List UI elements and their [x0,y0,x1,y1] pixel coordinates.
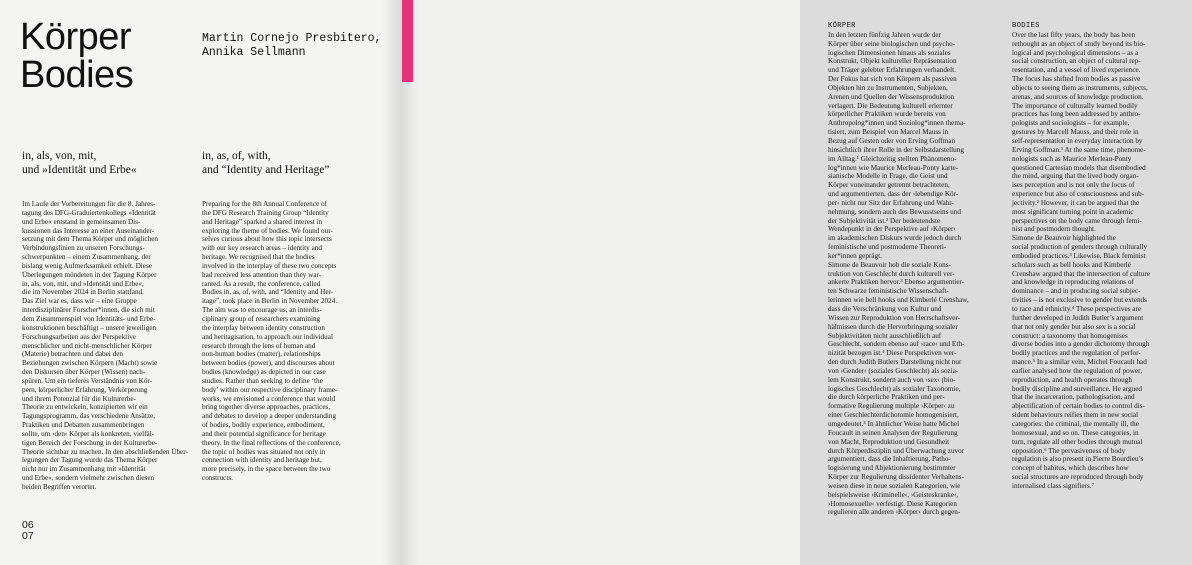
text-line: categories: the criminal, the mentally ill, the [1012,419,1139,428]
text-line: Preparing for the 8th Annual Conference of [202,200,327,208]
text-line: arenas, and sources of knowledge production. [1012,92,1144,101]
koerper-german-column [828,22,1000,517]
text-line: that the incarceration, pathologisation, and [1012,393,1135,402]
text-line: Objekten hin zu Instrumenten, Subjekten, [828,83,948,92]
text-line: und ihrem Potenzial für die Kulturerbe- [22,394,136,403]
author-line: Annika Sellmann [202,46,306,59]
text-line: Im Laufe der Vorbereitungen für die 8. Jahres- [22,200,156,208]
text-line: lem Konstrukt, sondern auch von ›sex‹ (bio- [828,375,956,384]
text-line: ker*innen geprägt. [828,251,882,260]
text-line: logisierung und Abjektionierung bestimmter [828,464,956,473]
text-line: works, we envisioned a conference that would [202,394,336,403]
text-line: dominance – and in producing social subjec- [1012,287,1141,296]
text-line: nizität bezogen ist.⁴ Diese Perspektiven wer- [828,349,957,358]
authors [202,32,381,60]
text-line: menschlicher und nicht-menschlicher Körper [22,341,152,350]
intro-german-column [22,200,192,492]
text-line: experience but also of consciousness and sub- [1012,190,1145,199]
text-line: sollte, um ›den‹ Körper als konkreten, vielfäl- [22,429,155,438]
text-line: and debates to develop a deeper understanding [202,412,337,421]
text-line: Theorie zu entwickeln, konzipierten wir ein [22,403,148,412]
text-line: im Alltag.¹ Gleichzeitig stellten Phänomeno- [828,154,957,163]
text-line: Körper zur Regulierung dissidenter Verhaltens- [828,473,964,482]
text-line: that not only gender but also sex is a social [1012,322,1136,331]
text-line: The aim was to encourage us, an interdis- [202,306,322,315]
text-line: Over the last fifty years, the body has been [1012,30,1136,39]
text-line: bislang wenig Aufmerksamkeit erhielt. Diese [22,261,152,270]
text-line: Wissen zur Reproduktion von Herrschaftsver- [828,313,961,322]
text-line: pologists and sociologists – for example, [1012,119,1130,128]
text-line: nehmung, sondern auch des Bewusstseins und [828,207,961,216]
text-line: bring together diverse approaches, practices, [202,403,331,412]
text-line: konstruktionen beschäftigt – unsere jeweiligen [22,323,157,332]
text-line: social production of genders through culturally [1012,243,1148,252]
text-line: The focus has shifted from bodies as passive [1012,75,1141,84]
text-line: legungen der Tagung wurde das Thema Körper [22,456,158,465]
text-line: Bezug auf Gesten oder von Erving Goffman [828,136,956,145]
text-line: objects to seeing them as instruments, subjects, [1012,83,1148,92]
text-line: bodily discipline and surveillance. He argued [1012,384,1143,393]
text-line: concept of habitus, which describes how [1012,464,1129,473]
text-line: Arenen und Quellen der Wissensproduktion [828,92,955,101]
author-line: Martin Cornejo Presbitero, [202,32,382,45]
text-line: and heritagisation, to approach our individual [202,332,333,341]
text-line: Crenshaw argued that the intersection of culture [1012,269,1150,278]
section-heading: BODIES [1012,22,1040,30]
text-line: resentation, and a vessel of lived experience. [1012,66,1141,75]
text-line: pern, körperlicher Erfahrung, Verkörperung [22,385,148,394]
text-line: tivities – is not exclusive to gender but extends [1012,296,1147,305]
bookmark-ribbon [402,0,413,82]
text-line: umgedeutet.⁵ In ähnlicher Weise hatte Michel [828,419,960,428]
text-line: and their potential significance for heritage [202,429,326,438]
text-line: den Diskursen über Körper (Wissen) nach- [22,368,146,377]
left-page [0,0,400,565]
article-title [20,18,133,94]
text-line: einer Geschlechterdichotomie homogenisiert, [828,411,959,420]
text-line: beispielsweise ›Kriminelle‹, ›Geisteskranke‹, [828,490,959,499]
text-line: den durch Judith Butlers Darstellung nicht nur [828,358,962,367]
text-line: beiden Begriffen verortet. [22,483,97,491]
text-line: regulation is also present in Pierre Bourdieu’s [1012,455,1144,464]
text-line: truktion von Geschlecht durch kulturell ver- [828,269,955,278]
text-line: mance.⁵ In a similar vein, Michel Foucault had [1012,358,1147,367]
text-line: gestures by Marcell Mauss, and their role in [1012,128,1139,137]
text-line: connection with identity and heritage but, [202,456,322,465]
text-line: Körper voneinander getrennt betrachteten, [828,181,950,190]
text-line: logisches Geschlecht) als sozialer Taxonomie, [828,384,961,393]
text-line: Simone de Beauvoir highlighted the [1012,234,1116,243]
text-line: to race and ethnicity.⁴ These perspectives are [1012,305,1142,313]
text-line: opposition.⁶ The pervasiveness of body [1012,446,1126,455]
text-line: further developed in Judith Butler’s argument [1012,313,1144,322]
gutter-shadow [382,0,400,565]
text-line: der Subjektivität ist.² Der bedeutendste [828,216,941,225]
text-line: social construction, an object of cultural rep- [1012,57,1141,66]
text-line: von ›Gender‹ (soziales Geschlecht) als sozia- [828,366,959,375]
text-line: Überlegungen mündeten in der Tagung Körper [22,270,157,279]
text-line: in, als, von, mit, und »Identität und Erbe«, [22,279,144,288]
page-number: 07 [22,530,34,542]
text-line: bodily practices and the regulation of perfor- [1012,349,1141,358]
text-line: the DFG Research Training Group “Identity [202,208,329,217]
text-line: ises perception and is not only the locus of [1012,181,1135,190]
title-english: Bodies [20,54,134,96]
text-line: im akademischen Diskurs wurde jedoch durch [828,234,962,243]
text-line: between bodies (power), and discourses about [202,359,335,368]
text-line: the mind, arguing that the lived body organ- [1012,172,1139,181]
text-line: durch Körperdisziplin und Überwachung zuvor [828,446,965,455]
text-line: diverse bodies into a gender dichotomy through [1012,340,1150,349]
text-line: Tagungsprogramm, das verschiedene Ansätze, [22,412,156,421]
text-line: setzung mit dem Thema Körper und möglichen [22,235,158,244]
page-number: 06 [22,519,34,531]
subtitle-english: in, as, of, with, and “Identity and Heritage” [202,150,330,176]
text-line: ankerte Praktiken hervor.³ Ebenso argumentier- [828,278,965,287]
text-line: sianische Modelle in Frage, die Geist und [828,172,948,181]
text-line: hinsichtlich ihrer Rolle in der Selbstdarstellung [828,145,964,154]
text-line: more precisely, in the space between the two [202,465,331,474]
text-line: and knowledge in reproducing relations of [1012,278,1134,287]
text-line: embodied practices.³ Likewise, Black feminist [1012,251,1146,260]
text-line: nist and postmodern thought. [1012,225,1096,234]
text-line: turn, regulate all other bodies through mutual [1012,437,1143,446]
text-line: Verbindungslinien zu unseren Forschungs- [22,244,145,253]
gutter-shadow [400,0,418,565]
text-line: Praktiken und Debatten zusammenbringen [22,421,145,430]
text-line: internalised class signifiers.⁷ [1012,481,1095,490]
text-line: selves curious about how this topic intersects [202,235,332,244]
text-line: log*innen wie Maurice Merleau-Ponty karte- [828,163,959,172]
text-line: the topic of bodies was situated not only in [202,447,326,456]
text-line: Geschlecht, sondern ebenso auf ›race‹ und Eth- [828,340,965,349]
bodies-english-column [1012,22,1192,491]
text-line: In den letzten fünfzig Jahren wurde der [828,30,941,39]
page-numbers [22,520,34,542]
text-line: and Heritage” sparked a shared interest in [202,217,323,226]
text-line: Bodies in, as, of, with, and “Identity and Her- [202,288,334,297]
text-line: itage”, took place in Berlin in November 2024. [202,297,338,306]
text-line: of bodies, bodily experience, embodiment, [202,421,325,430]
text-line: und Erbe«, sondern vielmehr zwischen diesen [22,474,155,483]
text-line: und argumentierten, dass der ›lebendige Kör- [828,190,959,199]
text-line: social structures are reproduced through body [1012,473,1144,482]
text-line: involved in the interplay of these two concepts [202,261,337,270]
text-line: Körper über seine biologischen und psycho- [828,39,956,48]
text-line: tigen Bereich der Forschung in der Kulturerbe- [22,438,158,447]
text-line: und Erbe« entstand in gemeinsamen Dis- [22,217,141,226]
text-line: logischen Dimensionen hinaus als soziales [828,48,951,57]
text-line: bodies (knowledge) as depicted in our case [202,368,326,377]
text-line: Anthropolog*innen und Soziolog*innen thema- [828,119,966,128]
text-line: non-human bodies (matter), relationships [202,350,321,359]
text-line: nicht nur im Zusammenhang mit »Identität [22,465,146,474]
text-line: heritage. We recognised that the bodies [202,253,315,262]
text-line: the interplay between identity construction [202,323,325,332]
text-line: ciplinary group of researchers examining [202,314,321,323]
text-line: tisiert, zum Beispiel von Marcel Mauss in [828,128,949,137]
text-line: self-representation in everyday interaction by [1012,136,1143,145]
text-line: with our key research areas – identity and [202,244,322,253]
text-line: Simone de Beauvoir hob die soziale Kons- [828,260,951,269]
text-line: construct: a taxonomy that homogenises [1012,331,1128,340]
text-line: weisen diese in neue sozialen Kategorien, wie [828,481,961,490]
text-line: Subjektivitäten nicht ausschließlich auf [828,331,942,340]
intro-english-column [202,200,380,483]
text-line: perspectives on the body came through femi- [1012,216,1142,225]
text-line: argumentiert, dass die Inhaftierung, Patho- [828,455,951,464]
text-line: körperlicher Praktiken wurde bereits von [828,110,946,119]
text-line: had received less attention than they war- [202,270,322,279]
text-line: Beziehungen zwischen Körpern (Macht) sowie [22,359,158,368]
text-line: logical and psychological dimensions – as a [1012,48,1139,57]
text-line: Wendepunkt in der Perspektive auf ›Körper‹ [828,225,956,234]
text-line: The importance of culturally learned bodily [1012,101,1138,110]
text-line: feministische und postmoderne Theoreti- [828,243,947,252]
text-line: research through the lens of human and [202,341,316,350]
text-line: Konstrukt, Objekt kultureller Repräsentation [828,57,957,66]
text-line: exploring the theme of bodies. We found our- [202,226,333,235]
text-line: ›Homosexuelle‹ verfestigt. Diese Kategorien [828,499,957,508]
text-line: body’ within our respective disciplinary frame- [202,385,338,394]
text-line: von Macht, Reproduktion und Gesundheit [828,437,950,446]
text-line: hältnissen durch die Hervorbringung sozialer [828,322,958,331]
text-line: verlagert. Die Bedeutung kulturell erlernter [828,101,953,110]
text-line: Der Fokus hat sich von Körpern als passiven [828,75,957,84]
text-line: die im November 2024 in Berlin stattfand. [22,288,144,297]
text-line: regulieren alle anderen ›Körper‹ durch gegen- [828,508,961,517]
text-line: schwerpunkten – einem Zusammenhang, der [22,253,151,262]
text-line: ranted. As a result, the conference, called [202,279,321,288]
text-line: most significant turning point in academic [1012,207,1134,216]
text-line: (Materie) betrachten und dabei den [22,350,123,359]
text-line: rethought as an object of study beyond its bio- [1012,39,1146,48]
text-line: dem Zusammenspiel von Identitäts- und Erbe- [22,314,156,323]
text-line: lerinnen wie bell hooks und Kimberlé Crenshaw, [828,296,969,305]
text-line: practices has long been addressed by anthro- [1012,110,1141,119]
text-line: per‹ nicht nur Sitz der Erfahrung und Wahr- [828,198,954,207]
text-line: die durch körperliche Praktiken und per- [828,393,945,402]
text-line: sident behaviours reifies them in new social [1012,411,1139,420]
text-line: Theorie sichtbar zu machen. In den abschließenden Über- [22,447,188,456]
text-line: earlier analysed how the regulation of power, [1012,366,1143,375]
text-line: Erving Goffman.¹ At the same time, phenome- [1012,145,1146,154]
text-line: Foucault in seinen Analysen der Regulierung [828,428,958,437]
text-line: formative Regulierung multiple ›Körper‹ zu [828,402,955,411]
text-line: jectivity.² However, it can be argued that the [1012,198,1140,207]
text-line: interdisziplinärer Forscher*innen, die sich mit [22,306,155,315]
text-line: ten Schwarze feministische Wissenschaft- [828,287,949,296]
text-line: questioned Cartesian models that disembodied [1012,163,1146,172]
text-line: dass die Verschränkung von Kultur und [828,305,942,313]
text-line: Forschungsarbeiten aus der Perspektive [22,332,136,341]
text-line: abjectification of certain bodies to control dis- [1012,402,1145,411]
text-line: constructs. [202,474,233,483]
text-line: kussionen das Interesse an einer Auseinander- [22,226,155,235]
text-line: spüren. Um ein tieferes Verständnis von Kör- [22,376,153,385]
subtitle-german: in, als, von, mit, und »Identität und Erbe« [22,150,137,176]
text-line: tagung des DFG-Graduiertenkollegs »Identität [22,208,156,217]
text-line: studies. Rather than seeking to define ‘the [202,376,323,385]
text-line: scholars such as bell hooks and Kimberlé [1012,260,1131,269]
text-line: Das Ziel war es, dass wir – eine Gruppe [22,297,137,306]
text-line: theory. In the final reflections of the conference, [202,438,341,447]
text-line: und Träger gelebter Erfahrungen verhandelt. [828,66,956,75]
text-line: reproduction, and health operates through [1012,375,1132,384]
text-line: homosexual, and so on. These categories, in [1012,428,1139,437]
text-line: nologists such as Maurice Merleau-Ponty [1012,154,1132,163]
title-german: Körper [20,16,132,58]
right-page [400,0,1150,565]
section-heading: KÖRPER [828,22,856,30]
